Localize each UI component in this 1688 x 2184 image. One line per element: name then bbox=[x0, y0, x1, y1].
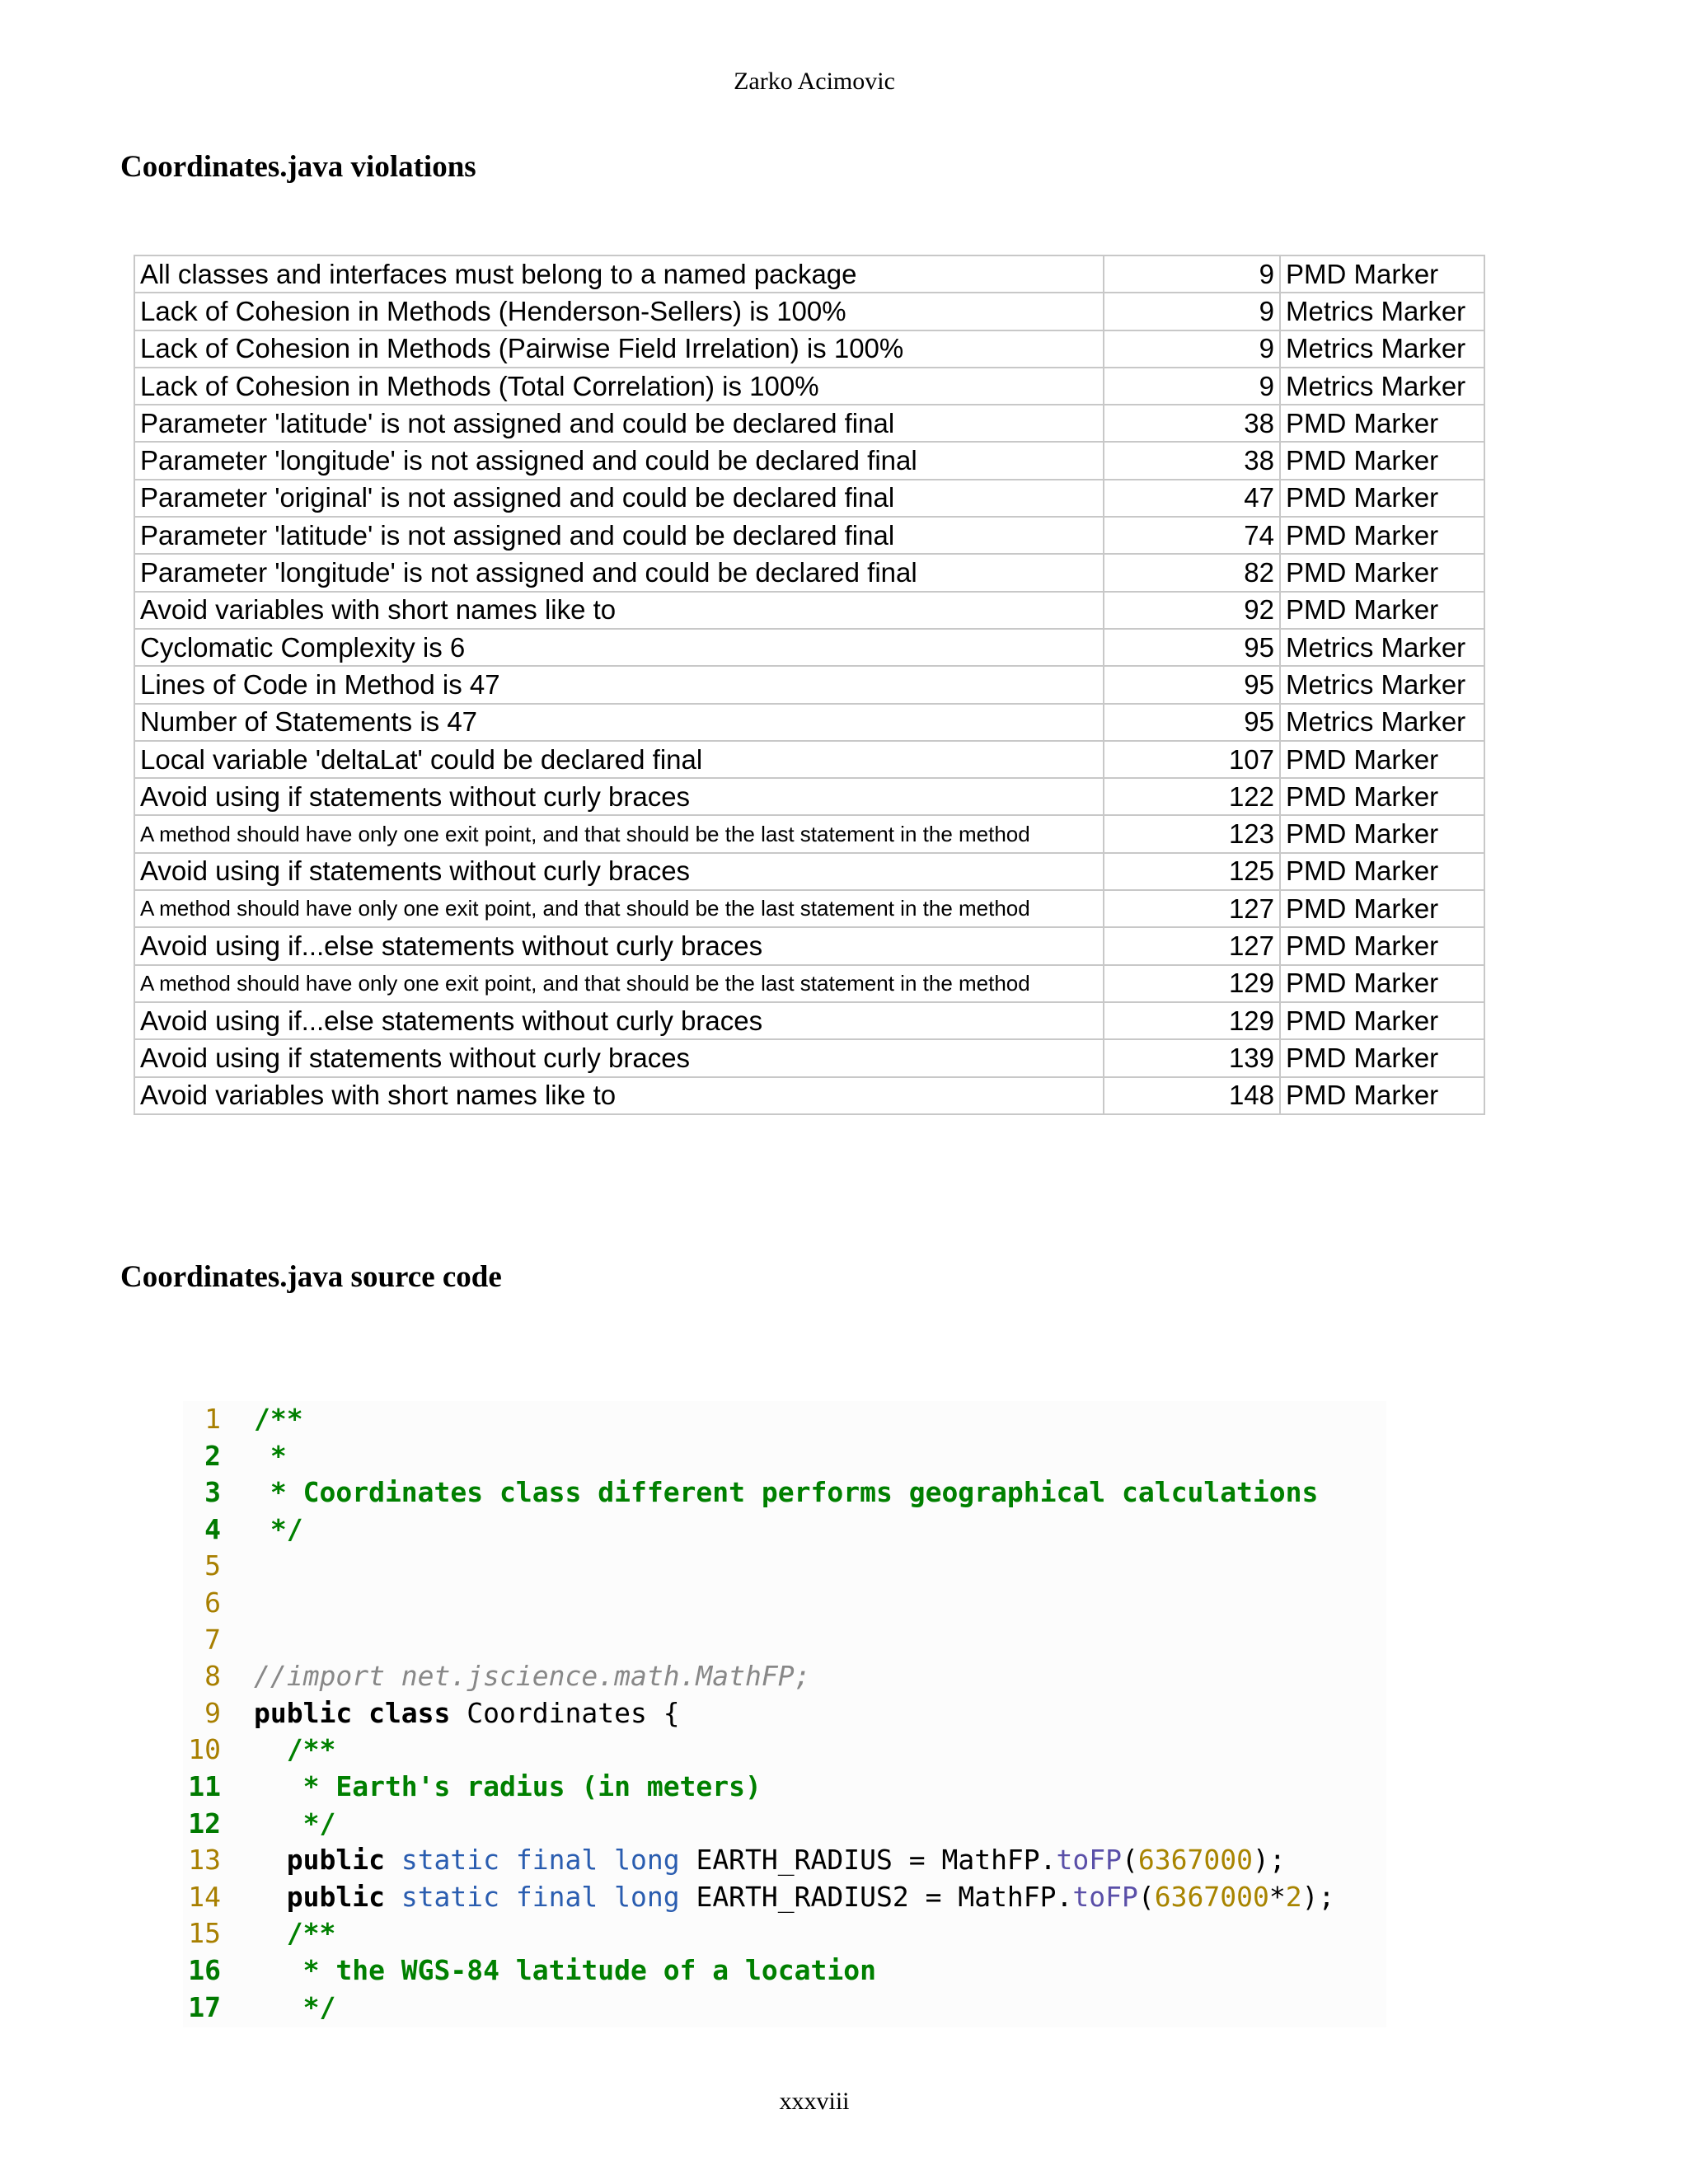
code-token: Coordinates { bbox=[450, 1696, 680, 1729]
code-token: /** bbox=[254, 1403, 303, 1435]
code-token: ( bbox=[1122, 1844, 1138, 1877]
code-token: EARTH_RADIUS2 = MathFP. bbox=[679, 1880, 1073, 1913]
violation-row bbox=[134, 890, 1484, 927]
violation-row bbox=[134, 853, 1484, 890]
code-token: 6367000 bbox=[1137, 1844, 1253, 1877]
code-token: static final long bbox=[384, 1880, 680, 1913]
violation-message: Lack of Cohesion in Methods (Total Correlation) is 100% bbox=[134, 368, 1104, 405]
code-token: */ bbox=[254, 1512, 303, 1545]
code-line-number: 14 bbox=[188, 1880, 221, 1913]
code-line-text bbox=[254, 1401, 303, 1438]
violation-marker-type: PMD Marker bbox=[1280, 405, 1484, 442]
violation-row bbox=[134, 293, 1484, 330]
code-line-text bbox=[254, 1952, 876, 1990]
violation-line-number: 148 bbox=[1104, 1077, 1280, 1114]
code-token: * bbox=[1268, 1880, 1286, 1913]
violation-row bbox=[134, 517, 1484, 554]
code-line bbox=[183, 1585, 254, 1622]
code-line-number: 8 bbox=[204, 1660, 221, 1693]
code-line-number: 13 bbox=[188, 1844, 221, 1877]
violation-line-number: 9 bbox=[1104, 330, 1280, 368]
code-token: /** bbox=[254, 1733, 336, 1766]
violation-marker-type: PMD Marker bbox=[1280, 255, 1484, 293]
violation-message: Avoid using if...else statements without curly braces bbox=[134, 927, 1104, 964]
violation-marker-type: PMD Marker bbox=[1280, 480, 1484, 517]
violation-message: Cyclomatic Complexity is 6 bbox=[134, 629, 1104, 666]
violation-marker-type: PMD Marker bbox=[1280, 592, 1484, 629]
code-line bbox=[183, 1952, 876, 1990]
code-token: */ bbox=[254, 1990, 336, 2023]
violation-marker-type: PMD Marker bbox=[1280, 927, 1484, 964]
violation-marker-type: PMD Marker bbox=[1280, 554, 1484, 591]
violation-marker-type: PMD Marker bbox=[1280, 890, 1484, 927]
violation-line-number: 82 bbox=[1104, 554, 1280, 591]
violation-row bbox=[134, 330, 1484, 368]
page-header-author: Zarko Acimovic bbox=[734, 68, 895, 95]
code-line-number: 6 bbox=[204, 1586, 221, 1619]
code-token: static final long bbox=[384, 1844, 680, 1877]
violation-marker-type: Metrics Marker bbox=[1280, 293, 1484, 330]
violation-line-number: 127 bbox=[1104, 890, 1280, 927]
code-token: ( bbox=[1137, 1880, 1155, 1913]
violation-row bbox=[134, 815, 1484, 852]
code-line-number: 16 bbox=[188, 1954, 221, 1986]
violation-message: Avoid using if statements without curly braces bbox=[134, 853, 1104, 890]
violations-table bbox=[134, 255, 1485, 1115]
violation-line-number: 125 bbox=[1104, 853, 1280, 890]
code-line bbox=[183, 1511, 303, 1549]
violation-row bbox=[134, 255, 1484, 293]
violation-message: All classes and interfaces must belong to a named package bbox=[134, 255, 1104, 293]
code-line bbox=[183, 1879, 1334, 1916]
code-line-text bbox=[254, 1511, 303, 1549]
code-token: toFP bbox=[1072, 1880, 1138, 1913]
code-token: ); bbox=[1252, 1844, 1286, 1877]
violation-line-number: 38 bbox=[1104, 442, 1280, 479]
code-line bbox=[183, 1548, 254, 1585]
violation-line-number: 95 bbox=[1104, 629, 1280, 666]
code-line-number: 4 bbox=[204, 1512, 221, 1545]
violation-marker-type: PMD Marker bbox=[1280, 517, 1484, 554]
violation-line-number: 95 bbox=[1104, 666, 1280, 703]
violation-message: Parameter 'original' is not assigned and could be declared final bbox=[134, 480, 1104, 517]
violation-line-number: 47 bbox=[1104, 480, 1280, 517]
code-line-text bbox=[254, 1474, 1318, 1511]
code-token: ); bbox=[1301, 1880, 1335, 1913]
violation-row bbox=[134, 741, 1484, 778]
code-line-number: 12 bbox=[188, 1807, 221, 1840]
violation-row bbox=[134, 778, 1484, 815]
code-line-number: 17 bbox=[188, 1990, 221, 2023]
violation-line-number: 139 bbox=[1104, 1039, 1280, 1076]
violation-row bbox=[134, 368, 1484, 405]
code-line bbox=[183, 1438, 287, 1475]
violation-message: A method should have only one exit point, and that should be the last statement in the method bbox=[134, 890, 1104, 927]
violation-line-number: 107 bbox=[1104, 741, 1280, 778]
code-line-text bbox=[254, 1990, 335, 2027]
code-line-text bbox=[254, 1438, 287, 1475]
code-token: * bbox=[254, 1439, 287, 1472]
violation-marker-type: Metrics Marker bbox=[1280, 330, 1484, 368]
violation-message: Lines of Code in Method is 47 bbox=[134, 666, 1104, 703]
code-line-number: 9 bbox=[204, 1696, 221, 1729]
violation-message: A method should have only one exit point, and that should be the last statement in the method bbox=[134, 815, 1104, 852]
violation-row bbox=[134, 704, 1484, 741]
code-token: toFP bbox=[1056, 1844, 1123, 1877]
code-line-text bbox=[254, 1915, 335, 1952]
violation-marker-type: PMD Marker bbox=[1280, 741, 1484, 778]
violation-line-number: 127 bbox=[1104, 927, 1280, 964]
violation-row bbox=[134, 480, 1484, 517]
violation-line-number: 38 bbox=[1104, 405, 1280, 442]
code-line bbox=[183, 1474, 1318, 1511]
code-line bbox=[183, 1842, 1286, 1879]
violation-row bbox=[134, 629, 1484, 666]
code-line-text bbox=[254, 1658, 811, 1695]
code-token: public bbox=[254, 1844, 385, 1877]
code-token: /** bbox=[254, 1917, 336, 1950]
violation-marker-type: Metrics Marker bbox=[1280, 704, 1484, 741]
violation-row bbox=[134, 592, 1484, 629]
violation-row bbox=[134, 1077, 1484, 1114]
page-number: xxxviii bbox=[779, 2088, 850, 2115]
violation-line-number: 9 bbox=[1104, 368, 1280, 405]
violation-message: Parameter 'longitude' is not assigned and could be declared final bbox=[134, 554, 1104, 591]
violation-message: Parameter 'latitude' is not assigned and could be declared final bbox=[134, 405, 1104, 442]
code-token: 6367000 bbox=[1154, 1880, 1269, 1913]
violation-marker-type: PMD Marker bbox=[1280, 815, 1484, 852]
violation-message: A method should have only one exit point, and that should be the last statement in the method bbox=[134, 965, 1104, 1002]
code-token: public class bbox=[254, 1696, 451, 1729]
violation-message: Parameter 'longitude' is not assigned and could be declared final bbox=[134, 442, 1104, 479]
code-token: EARTH_RADIUS = MathFP. bbox=[679, 1844, 1057, 1877]
violation-line-number: 74 bbox=[1104, 517, 1280, 554]
violation-line-number: 122 bbox=[1104, 778, 1280, 815]
code-line-number: 11 bbox=[188, 1770, 221, 1802]
code-line bbox=[183, 1915, 335, 1952]
violation-line-number: 123 bbox=[1104, 815, 1280, 852]
code-line-number: 15 bbox=[188, 1917, 221, 1950]
code-token: * the WGS-84 latitude of a location bbox=[254, 1954, 876, 1986]
code-line-number: 2 bbox=[204, 1439, 221, 1472]
violation-message: Lack of Cohesion in Methods (Pairwise Field Irrelation) is 100% bbox=[134, 330, 1104, 368]
code-line-text bbox=[254, 1695, 680, 1732]
violation-marker-type: PMD Marker bbox=[1280, 965, 1484, 1002]
code-line-text bbox=[254, 1879, 1334, 1916]
code-token: */ bbox=[254, 1807, 336, 1840]
violation-message: Parameter 'latitude' is not assigned and could be declared final bbox=[134, 517, 1104, 554]
violation-message: Avoid variables with short names like to bbox=[134, 1077, 1104, 1114]
violation-line-number: 95 bbox=[1104, 704, 1280, 741]
code-token: public bbox=[254, 1880, 385, 1913]
code-line-number: 7 bbox=[204, 1623, 221, 1656]
code-line-text bbox=[254, 1806, 335, 1843]
code-line-number: 5 bbox=[204, 1549, 221, 1582]
code-line bbox=[183, 1401, 303, 1438]
violation-row bbox=[134, 927, 1484, 964]
code-line-text bbox=[254, 1769, 762, 1806]
violation-marker-type: PMD Marker bbox=[1280, 1002, 1484, 1039]
source-code-listing bbox=[183, 1401, 1386, 2027]
code-line bbox=[183, 1658, 811, 1695]
code-token: * Earth's radius (in meters) bbox=[254, 1770, 762, 1802]
code-line-text bbox=[254, 1842, 1286, 1879]
violations-table-body bbox=[134, 255, 1484, 1114]
violation-marker-type: PMD Marker bbox=[1280, 853, 1484, 890]
violation-marker-type: Metrics Marker bbox=[1280, 666, 1484, 703]
code-token: //import net.jscience.math.MathFP; bbox=[254, 1660, 811, 1693]
violation-row bbox=[134, 666, 1484, 703]
violation-message: Avoid using if statements without curly braces bbox=[134, 778, 1104, 815]
violation-message: Local variable 'deltaLat' could be declared final bbox=[134, 741, 1104, 778]
violations-section-title: Coordinates.java violations bbox=[120, 150, 476, 184]
violation-marker-type: PMD Marker bbox=[1280, 442, 1484, 479]
violation-message: Number of Statements is 47 bbox=[134, 704, 1104, 741]
code-token: * Coordinates class different performs geographical calculations bbox=[254, 1476, 1319, 1509]
violation-row bbox=[134, 442, 1484, 479]
violation-row bbox=[134, 1039, 1484, 1076]
code-line-number: 1 bbox=[204, 1403, 221, 1435]
violation-marker-type: PMD Marker bbox=[1280, 1077, 1484, 1114]
code-line bbox=[183, 1990, 335, 2027]
code-line-text bbox=[254, 1732, 335, 1769]
code-line bbox=[183, 1806, 335, 1843]
code-line bbox=[183, 1769, 762, 1806]
violation-message: Avoid variables with short names like to bbox=[134, 592, 1104, 629]
violation-line-number: 129 bbox=[1104, 965, 1280, 1002]
violation-row bbox=[134, 965, 1484, 1002]
code-line bbox=[183, 1695, 680, 1732]
violation-message: Avoid using if...else statements without curly braces bbox=[134, 1002, 1104, 1039]
code-line bbox=[183, 1622, 254, 1659]
violation-message: Avoid using if statements without curly braces bbox=[134, 1039, 1104, 1076]
code-token: 2 bbox=[1285, 1880, 1302, 1913]
violation-marker-type: Metrics Marker bbox=[1280, 368, 1484, 405]
violation-row bbox=[134, 405, 1484, 442]
violation-row bbox=[134, 1002, 1484, 1039]
violation-line-number: 9 bbox=[1104, 293, 1280, 330]
violation-marker-type: PMD Marker bbox=[1280, 778, 1484, 815]
code-line-number: 10 bbox=[188, 1733, 221, 1766]
code-line-number: 3 bbox=[204, 1476, 221, 1509]
violation-line-number: 92 bbox=[1104, 592, 1280, 629]
violation-line-number: 9 bbox=[1104, 255, 1280, 293]
code-line bbox=[183, 1732, 335, 1769]
violation-marker-type: Metrics Marker bbox=[1280, 629, 1484, 666]
violation-row bbox=[134, 554, 1484, 591]
violation-line-number: 129 bbox=[1104, 1002, 1280, 1039]
violation-message: Lack of Cohesion in Methods (Henderson-Sellers) is 100% bbox=[134, 293, 1104, 330]
violation-marker-type: PMD Marker bbox=[1280, 1039, 1484, 1076]
source-section-title: Coordinates.java source code bbox=[120, 1260, 502, 1294]
